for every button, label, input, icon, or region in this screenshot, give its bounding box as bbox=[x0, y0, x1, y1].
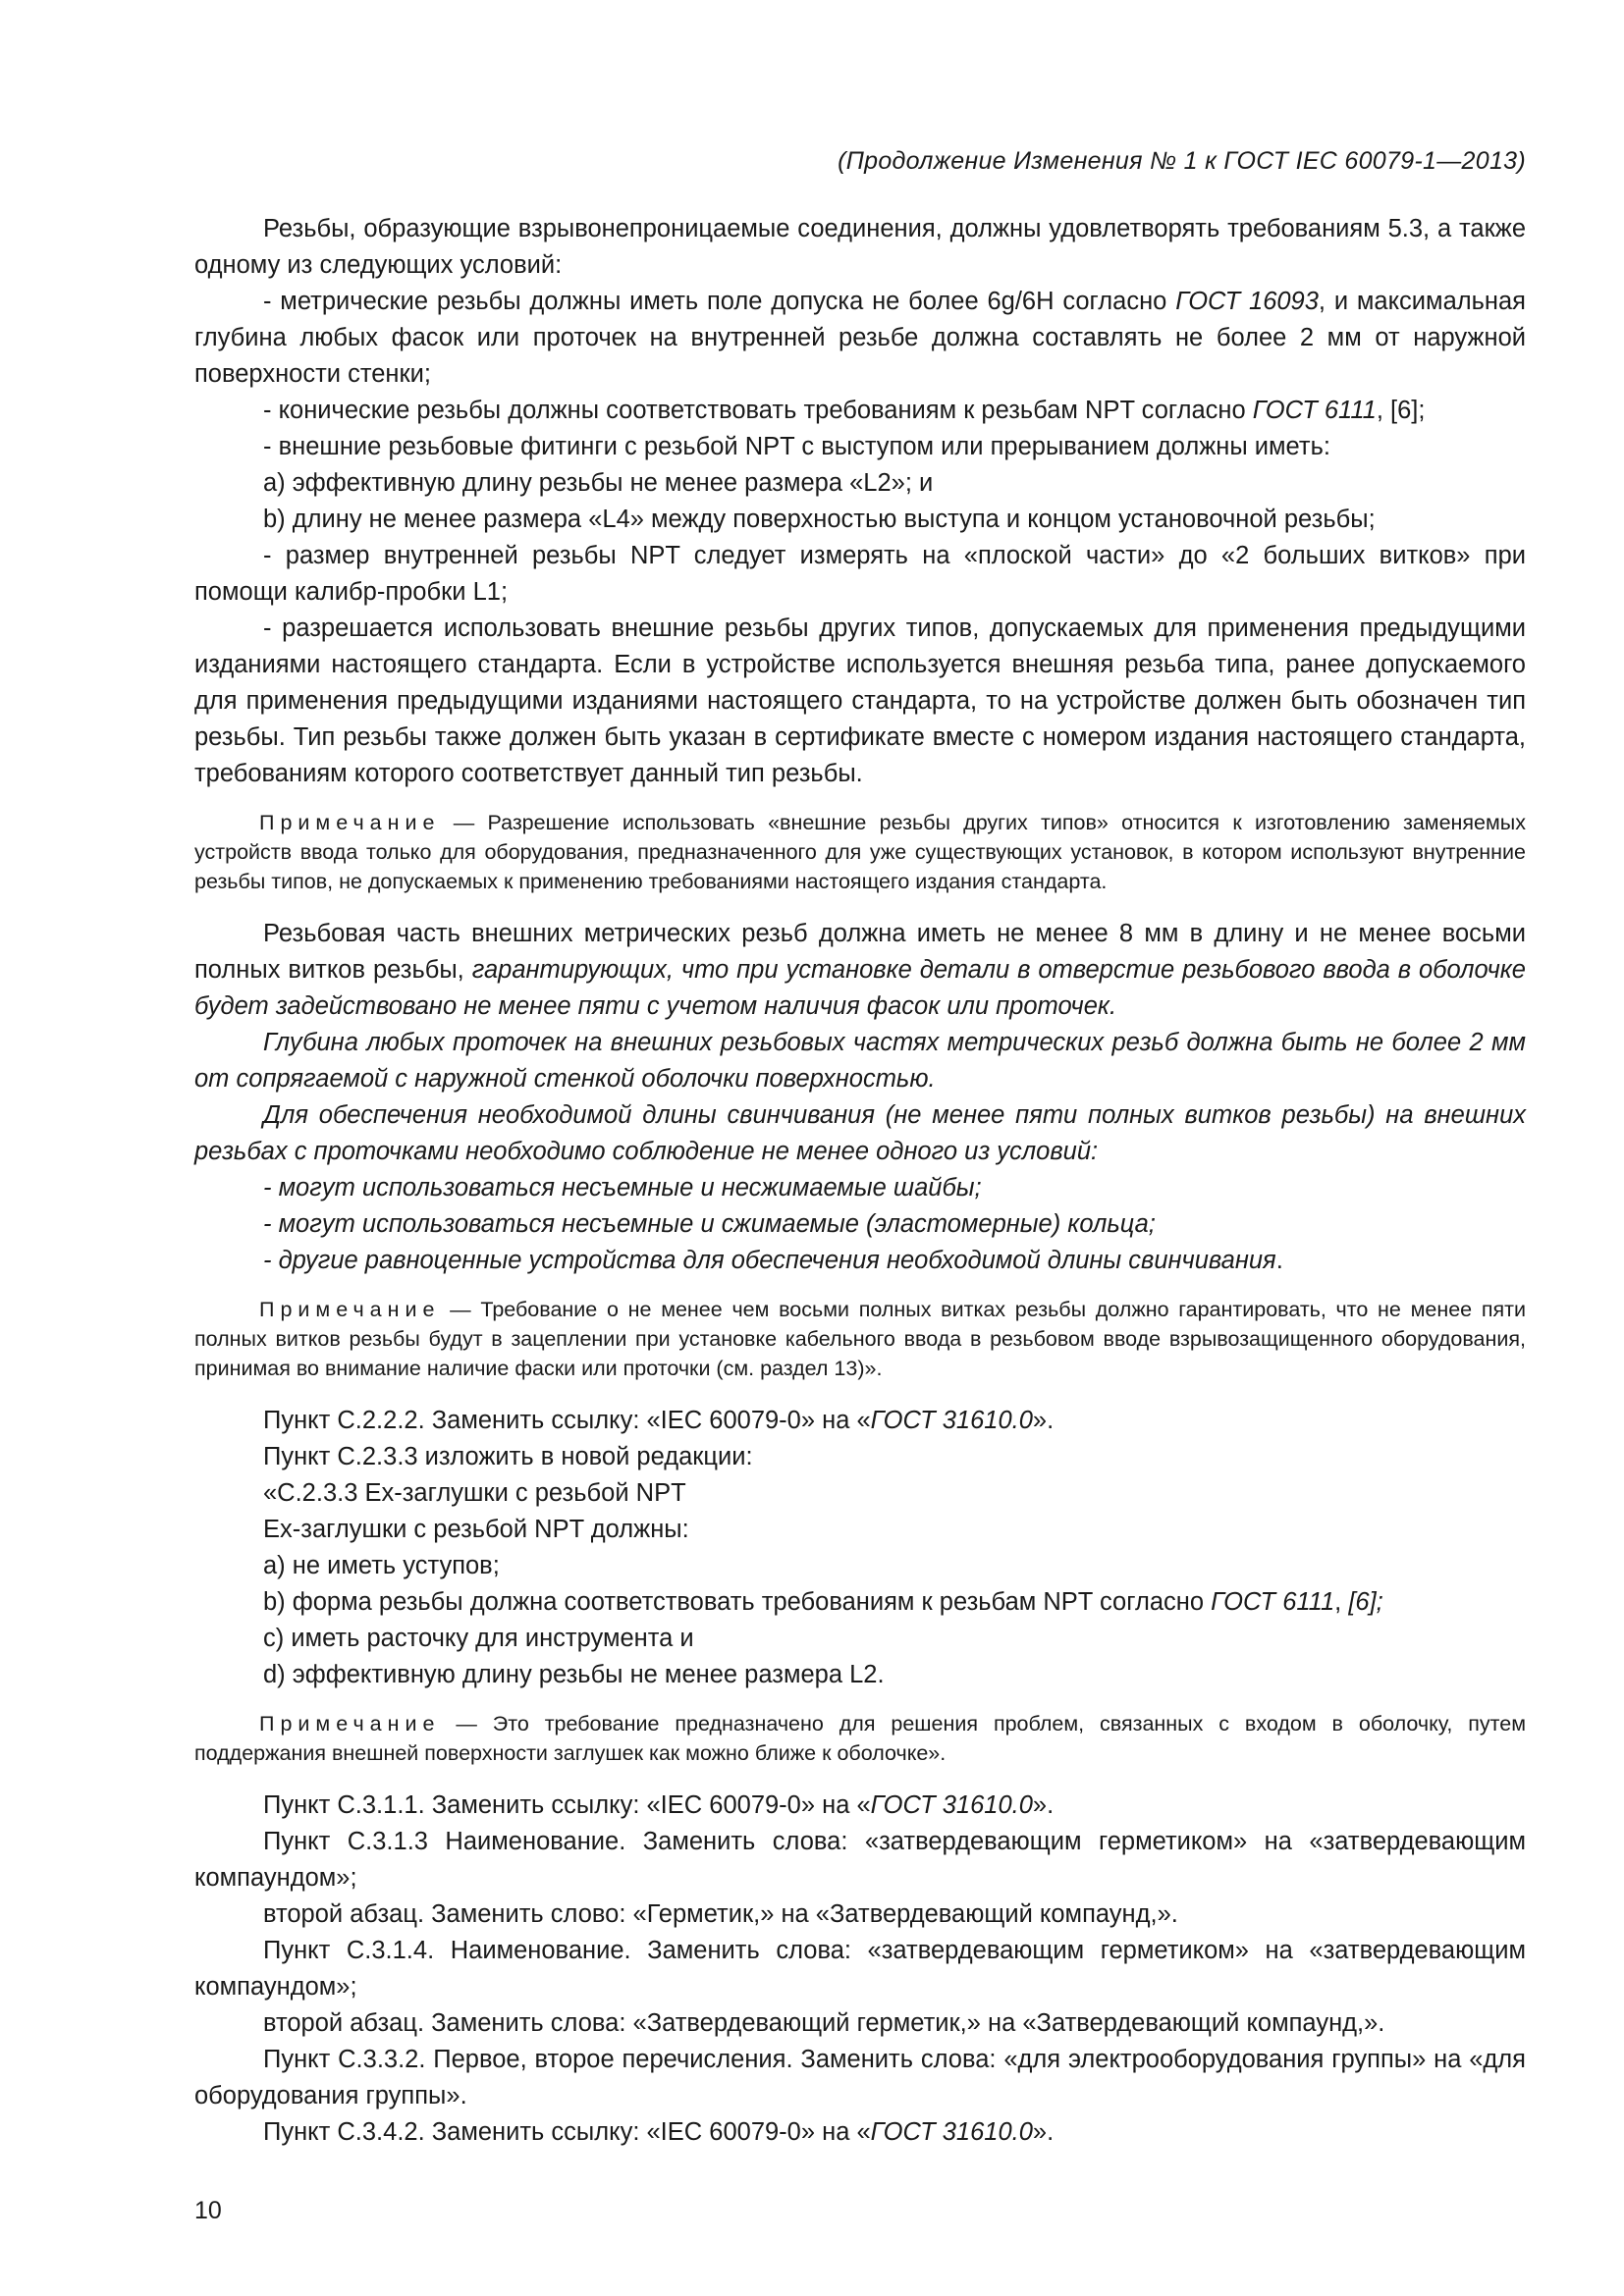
italic-text: - могут использоваться несъемные и несжимаемые шайбы; bbox=[263, 1174, 982, 1201]
paragraph bbox=[194, 1170, 1526, 1206]
italic-text: Глубина любых проточек на внешних резьбовых частях метрических резьб должна быть не более 2 мм от сопрягаемой с наружной стенкой оболочки поверхностью. bbox=[194, 1029, 1526, 1093]
italic-text: ГОСТ 16093 bbox=[1175, 288, 1319, 315]
italic-text: - другие равноценные устройства для обеспечения необходимой длины свинчивания bbox=[263, 1247, 1276, 1274]
text-run: - размер внутренней резьбы NPT следует измерять на «плоской части» до «2 больших витков» при помощи калибр-пробки L1; bbox=[194, 542, 1526, 606]
text-run: «С.2.3.3 Ех-заглушки с резьбой NPT bbox=[263, 1479, 686, 1507]
paragraph bbox=[194, 1548, 1526, 1584]
text-run: - конические резьбы должны соответствовать требованиям к резьбам NPT согласно bbox=[263, 397, 1253, 424]
italic-text: ГОСТ 31610.0 bbox=[870, 1407, 1033, 1434]
italic-text: ГОСТ 6111 bbox=[1211, 1588, 1335, 1616]
text-run: ». bbox=[1032, 1407, 1055, 1434]
paragraph bbox=[194, 2042, 1526, 2114]
paragraph bbox=[194, 429, 1526, 465]
text-run: Пункт С.2.2.2. Заменить ссылку: «IEC 60079-0» на « bbox=[263, 1407, 871, 1434]
paragraph bbox=[194, 1403, 1526, 1439]
paragraph bbox=[194, 211, 1526, 284]
italic-text: [6]; bbox=[1348, 1588, 1383, 1616]
paragraph bbox=[194, 2114, 1526, 2151]
italic-text: ГОСТ 31610.0 bbox=[870, 1791, 1033, 1819]
paragraph bbox=[194, 1097, 1526, 1170]
italic-text: ГОСТ 31610.0 bbox=[870, 2118, 1033, 2146]
text-run: , bbox=[1334, 1588, 1349, 1616]
paragraph bbox=[194, 1025, 1526, 1097]
text-run: b) длину не менее размера «L4» между поверхностью выступа и концом установочной резьбы; bbox=[263, 506, 1376, 533]
note-label: Примечание bbox=[259, 1298, 441, 1321]
paragraph bbox=[194, 465, 1526, 502]
note-paragraph bbox=[194, 808, 1526, 896]
paragraph bbox=[194, 1243, 1526, 1279]
note-paragraph bbox=[194, 1709, 1526, 1768]
paragraph bbox=[194, 1439, 1526, 1475]
text-run: второй абзац. Заменить слово: «Герметик,» на «Затвердевающий компаунд,». bbox=[263, 1900, 1178, 1928]
text-run: c) иметь расточку для инструмента и bbox=[263, 1625, 694, 1652]
text-run: - внешние резьбовые фитинги с резьбой NPT с выступом или прерыванием должны иметь: bbox=[263, 433, 1330, 460]
note-label: Примечание bbox=[259, 1712, 441, 1735]
text-run: — Требование о не менее чем восьми полных витках резьбы должно гарантировать, что не менее пяти полных витков резьбы будут в зацеплении при установке кабельного ввода в резьбовом вводе взрывозащищенного оборудования, принимая во внимание наличие фаски или проточки (см. раздел 13)». bbox=[194, 1298, 1526, 1380]
paragraph bbox=[194, 502, 1526, 538]
paragraph bbox=[194, 1206, 1526, 1243]
document-body bbox=[194, 211, 1526, 2151]
text-run: - метрические резьбы должны иметь поле допуска не более 6g/6H согласно bbox=[263, 288, 1176, 315]
paragraph bbox=[194, 1788, 1526, 1824]
text-run: ». bbox=[1032, 1791, 1055, 1819]
text-run: ». bbox=[1032, 2118, 1055, 2146]
text-run: a) эффективную длину резьбы не менее размера «L2»; и bbox=[263, 469, 934, 497]
italic-text: ГОСТ 6111 bbox=[1252, 397, 1377, 424]
paragraph bbox=[194, 2005, 1526, 2042]
text-run: . bbox=[1275, 1247, 1283, 1274]
text-run: — Разрешение использовать «внешние резьбы других типов» относится к изготовлению заменяемых устройств ввода только для оборудования, предназначенного для уже существующих установок, в котором используют внутренние резьбы типов, не допускаемых к применению требованиями настоящего издания стандарта. bbox=[194, 811, 1526, 893]
paragraph bbox=[194, 611, 1526, 792]
paragraph bbox=[194, 393, 1526, 429]
text-run: Ех-заглушки с резьбой NPT должны: bbox=[263, 1516, 689, 1543]
text-run: , и максимальная глубина любых фасок или проточек на внутренней резьбе должна составлять не более 2 мм от наружной поверхности стенки; bbox=[194, 288, 1526, 388]
paragraph bbox=[194, 1584, 1526, 1621]
text-run: второй абзац. Заменить слова: «Затвердевающий герметик,» на «Затвердевающий компаунд,». bbox=[263, 2009, 1385, 2037]
text-run: , [6]; bbox=[1376, 397, 1426, 424]
paragraph bbox=[194, 1512, 1526, 1548]
paragraph bbox=[194, 1933, 1526, 2005]
paragraph bbox=[194, 1824, 1526, 1896]
text-run: Пункт С.3.1.4. Наименование. Заменить слова: «затвердевающим герметиком» на «затвердевающим компаундом»; bbox=[194, 1937, 1526, 2001]
text-run: — Это требование предназначено для решения проблем, связанных с входом в оболочку, путем поддержания внешней поверхности заглушек как можно ближе к оболочке». bbox=[194, 1712, 1526, 1765]
italic-text: Для обеспечения необходимой длины свинчивания (не менее пяти полных витков резьбы) на внешних резьбах с проточками необходимо соблюдение не менее одного из условий: bbox=[194, 1101, 1526, 1165]
text-run: a) не иметь уступов; bbox=[263, 1552, 500, 1579]
paragraph bbox=[194, 1475, 1526, 1512]
text-run: Резьбовая часть внешних метрических резьб должна иметь не менее 8 мм в длину и не менее восьми полных витков резьбы, bbox=[194, 920, 1526, 984]
page-header: (Продолжение Изменения № 1 к ГОСТ IEC 60079-1—2013) bbox=[838, 147, 1526, 175]
text-run: d) эффективную длину резьбы не менее размера L2. bbox=[263, 1661, 885, 1688]
paragraph bbox=[194, 284, 1526, 393]
paragraph bbox=[194, 916, 1526, 1025]
note-label: Примечание bbox=[259, 811, 441, 834]
paragraph bbox=[194, 538, 1526, 611]
italic-text: - могут использоваться несъемные и сжимаемые (эластомерные) кольца; bbox=[263, 1210, 1156, 1238]
text-run: Пункт С.3.3.2. Первое, второе перечисления. Заменить слова: «для электрооборудования группы» на «для оборудования группы». bbox=[194, 2046, 1526, 2109]
page-number: 10 bbox=[194, 2197, 222, 2224]
text-run: Пункт С.3.1.1. Заменить ссылку: «IEC 60079-0» на « bbox=[263, 1791, 871, 1819]
italic-text: гарантирующих, что при установке детали в отверстие резьбового ввода в оболочке будет задействовано не менее пяти с учетом наличия фасок или проточек. bbox=[194, 956, 1526, 1020]
text-run: - разрешается использовать внешние резьбы других типов, допускаемых для применения предыдущими изданиями настоящего стандарта. Если в устройстве используется внешняя резьба типа, ранее допускаемого для применения предыдущими изданиями настоящего стандарта, то на устройстве должен быть обозначен тип резьбы. Тип резьбы также должен быть указан в сертификате вместе с номером издания настоящего стандарта, требованиям которого соответствует данный тип резьбы. bbox=[194, 614, 1526, 787]
text-run: Резьбы, образующие взрывонепроницаемые соединения, должны удовлетворять требованиям 5.3, а также одному из следующих условий: bbox=[194, 215, 1526, 279]
text-run: Пункт С.3.1.3 Наименование. Заменить слова: «затвердевающим герметиком» на «затвердевающим компаундом»; bbox=[194, 1828, 1526, 1892]
paragraph bbox=[194, 1621, 1526, 1657]
note-paragraph bbox=[194, 1295, 1526, 1383]
text-run: Пункт С.2.3.3 изложить в новой редакции: bbox=[263, 1443, 753, 1470]
paragraph bbox=[194, 1657, 1526, 1693]
text-run: Пункт С.3.4.2. Заменить ссылку: «IEC 60079-0» на « bbox=[263, 2118, 871, 2146]
text-run: b) форма резьбы должна соответствовать требованиям к резьбам NPT согласно bbox=[263, 1588, 1212, 1616]
paragraph bbox=[194, 1896, 1526, 1933]
